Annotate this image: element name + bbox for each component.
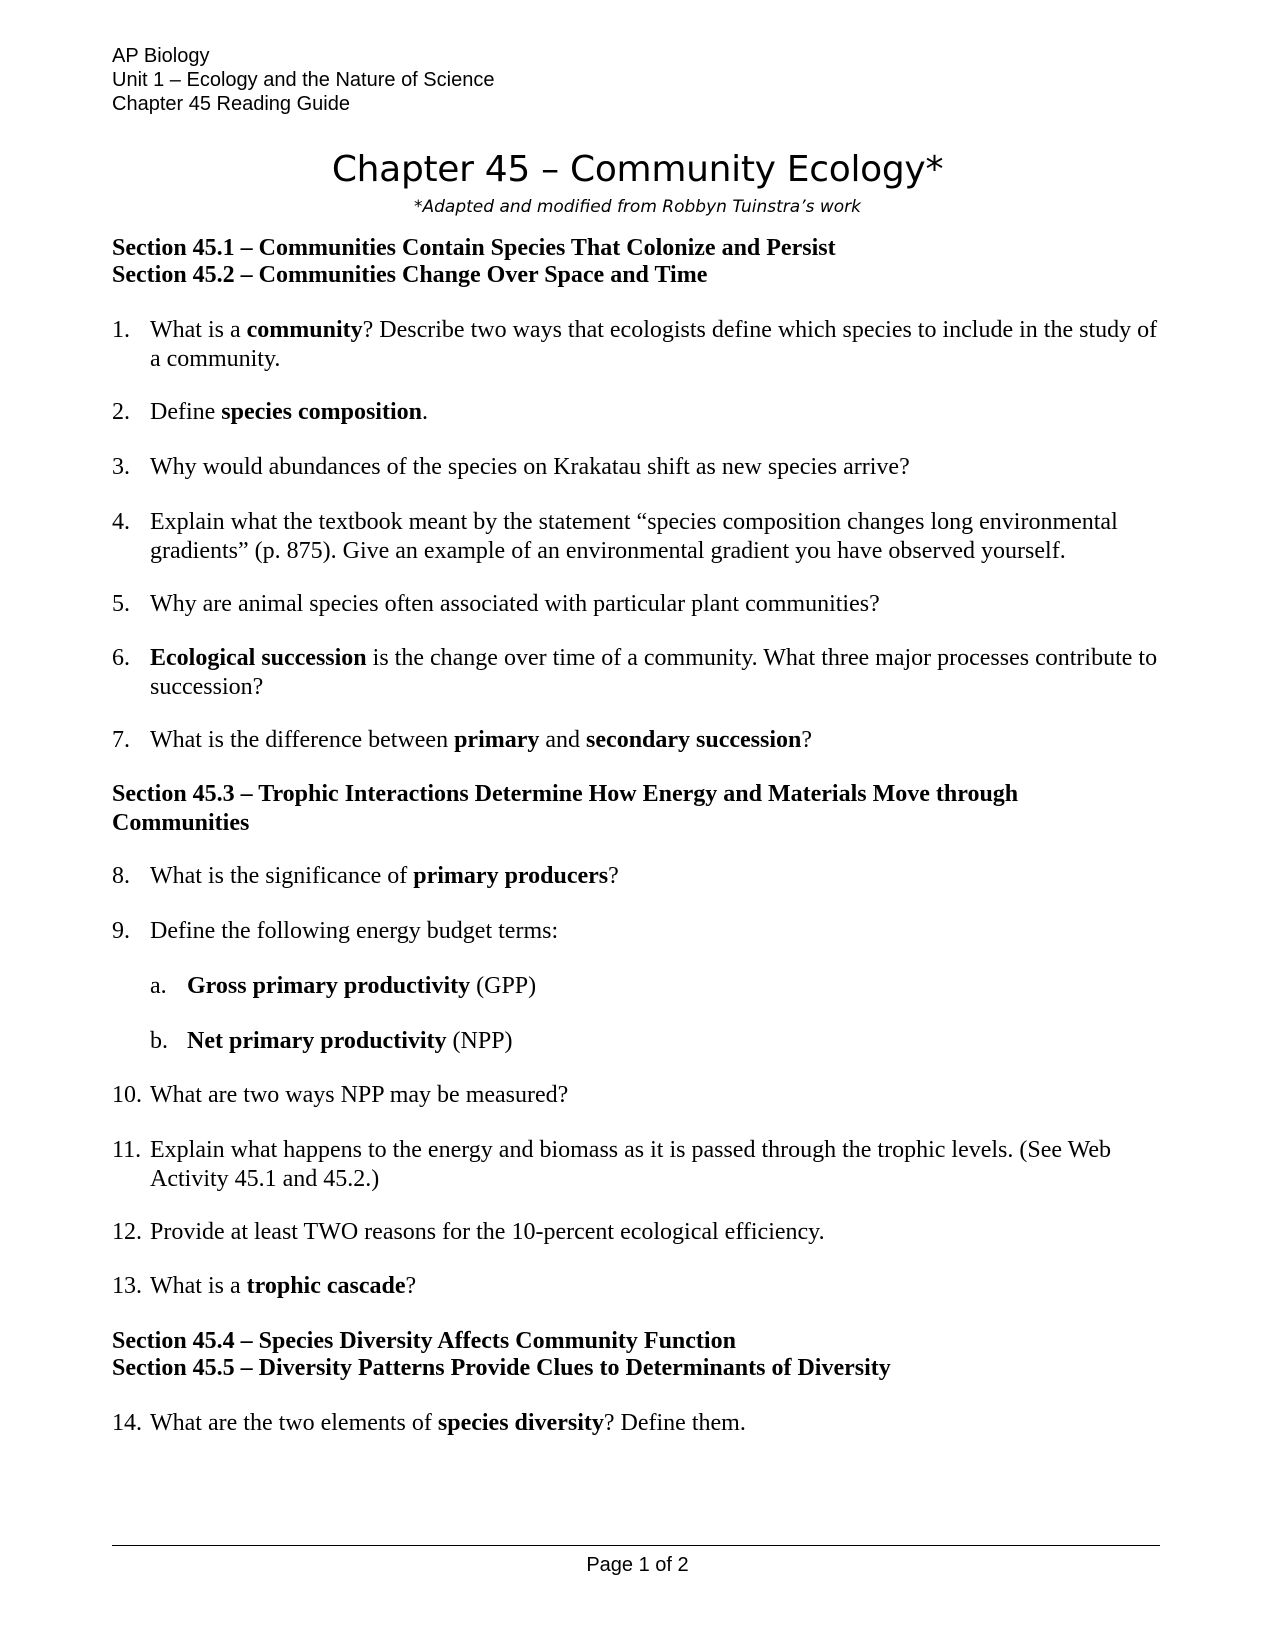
question-number: 2.: [112, 399, 130, 425]
subquestion-text: Net primary productivity (NPP): [187, 1028, 513, 1054]
question-9b: [150, 1027, 1170, 1056]
question-text: What are two ways NPP may be measured?: [150, 1082, 569, 1108]
question-number: 4.: [112, 509, 130, 535]
question-number: 1.: [112, 317, 130, 343]
guide-name: Chapter 45 Reading Guide: [112, 93, 350, 115]
page-number: Page 1 of 2: [586, 1554, 689, 1576]
question-text: What is a trophic cascade?: [150, 1273, 417, 1299]
question-text: Explain what happens to the energy and biomass as it is passed through the trophic levels. (See Web Activity 45.1 and 45.2.): [150, 1137, 1111, 1192]
question-13: [112, 1272, 1172, 1301]
question-text: Define the following energy budget terms:: [150, 918, 559, 944]
question-number: 12.: [112, 1219, 142, 1245]
question-text: Why are animal species often associated with particular plant communities?: [150, 591, 880, 617]
course-name: AP Biology: [112, 45, 210, 67]
document-header: [112, 44, 494, 116]
question-text: Why would abundances of the species on Krakatau shift as new species arrive?: [150, 454, 910, 480]
question-number: 6.: [112, 645, 130, 671]
question-text: What is a community? Describe two ways that ecologists define which species to include in the study of a community.: [150, 317, 1158, 372]
question-7: [112, 726, 1172, 755]
question-4: [112, 508, 1172, 566]
question-text: Provide at least TWO reasons for the 10-percent ecological efficiency.: [150, 1219, 825, 1245]
footer-divider: [112, 1545, 1160, 1546]
question-text: What is the significance of primary producers?: [150, 863, 619, 889]
subquestion-letter: b.: [150, 1028, 168, 1054]
question-9a: [150, 972, 1170, 1001]
question-number: 10.: [112, 1082, 142, 1108]
section-heading-45-4: Section 45.4 – Species Diversity Affects Community Function: [112, 1328, 736, 1354]
question-number: 11.: [112, 1137, 142, 1163]
question-14: [112, 1409, 1172, 1438]
question-text: Explain what the textbook meant by the statement “species composition changes long environmental gradients” (p. 875). Give an example of an environmental gradient you have observed yourself.: [150, 509, 1118, 564]
subquestion-letter: a.: [150, 973, 167, 999]
question-number: 9.: [112, 918, 130, 944]
section-heading-45-2: Section 45.2 – Communities Change Over Space and Time: [112, 262, 708, 288]
question-number: 7.: [112, 727, 130, 753]
question-text: Define species composition.: [150, 399, 428, 425]
question-6: [112, 644, 1172, 702]
question-text: What is the difference between primary and secondary succession?: [150, 727, 813, 753]
question-number: 5.: [112, 591, 130, 617]
question-number: 3.: [112, 454, 130, 480]
subquestion-text: Gross primary productivity (GPP): [187, 973, 537, 999]
page-subtitle: *Adapted and modified from Robbyn Tuinstra’s work: [414, 197, 861, 217]
question-1: [112, 316, 1172, 374]
question-number: 14.: [112, 1410, 142, 1436]
question-number: 8.: [112, 863, 130, 889]
question-text: Ecological succession is the change over time of a community. What three major processes contribute to succession?: [150, 645, 1158, 700]
question-text: What are the two elements of species diversity? Define them.: [150, 1410, 746, 1436]
question-number: 13.: [112, 1273, 142, 1299]
question-11: [112, 1136, 1172, 1194]
section-heading-45-1: Section 45.1 – Communities Contain Species That Colonize and Persist: [112, 235, 836, 261]
question-9: [112, 917, 1172, 946]
page-title: Chapter 45 – Community Ecology*: [331, 149, 944, 190]
question-3: [112, 453, 1172, 482]
question-5: [112, 590, 1172, 619]
question-8: [112, 862, 1172, 891]
section-heading-45-3: Section 45.3 – Trophic Interactions Determine How Energy and Materials Move through Communities: [112, 781, 1019, 836]
unit-name: Unit 1 – Ecology and the Nature of Science: [112, 69, 495, 91]
section-heading-45-5: Section 45.5 – Diversity Patterns Provide Clues to Determinants of Diversity: [112, 1355, 891, 1381]
question-12: [112, 1218, 1172, 1247]
question-10: [112, 1081, 1172, 1110]
question-2: [112, 398, 1172, 427]
